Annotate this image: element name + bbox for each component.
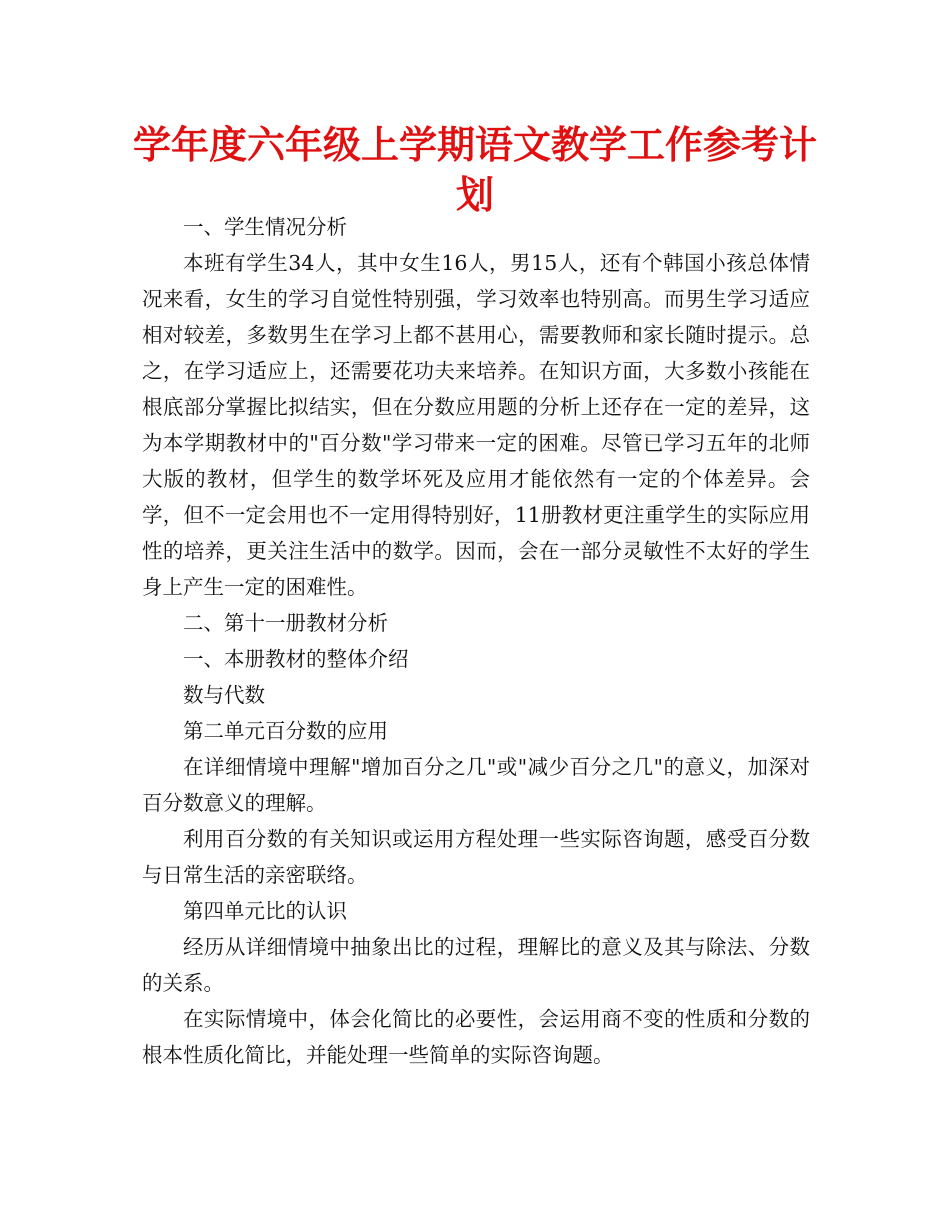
subheading-number-algebra: 数与代数 [183,683,265,707]
subheading-unit-two: 第二单元百分数的应用 [183,719,388,743]
document-body [142,209,810,1073]
section-heading-student-analysis: 一、学生情况分析 [183,215,347,239]
paragraph-unit-four-goal-one: 经历从详细情境中抽象出比的过程，理解比的意义及其与除法、分数的关系。 [142,935,810,995]
paragraph-unit-two-goal-one: 在详细情境中理解"增加百分之几"或"减少百分之几"的意义，加深对百分数意义的理解。 [142,755,810,815]
paragraph-unit-two-goal-two: 利用百分数的有关知识或运用方程处理一些实际咨询题，感受百分数与日常生活的亲密联络。 [142,827,810,887]
section-heading-textbook-analysis: 二、第十一册教材分析 [183,611,388,635]
subheading-overall-intro: 一、本册教材的整体介绍 [183,647,409,671]
paragraph-student-analysis: 本班有学生34人，其中女生16人，男15人，还有个韩国小孩总体情况来看，女生的学习自觉性特别强，学习效率也特别高。而男生学习适应相对较差，多数男生在学习上都不甚用心，需要教师和家长随时提示。总之，在学习适应上，还需要花功夫来培养。在知识方面，大多数小孩能在根底部分掌握比拟结实，但在分数应用题的分析上还存在一定的差异，这为本学期教材中的"百分数"学习带来一定的困难。尽管已学习五年的北师大版的教材，但学生的数学坏死及应用才能依然有一定的个体差异。会学，但不一定会用也不一定用得特别好，11册教材更注重学生的实际应用性的培养，更关注生活中的数学。因而，会在一部分灵敏性不太好的学生身上产生一定的困难性。 [142,251,810,599]
paragraph-unit-four-goal-two: 在实际情境中，体会化简比的必要性，会运用商不变的性质和分数的根本性质化简比，并能处理一些简单的实际咨询题。 [142,1007,810,1067]
document-title: 学年度六年级上学期语文教学工作参考计划 [132,123,817,217]
subheading-unit-four: 第四单元比的认识 [183,899,347,923]
